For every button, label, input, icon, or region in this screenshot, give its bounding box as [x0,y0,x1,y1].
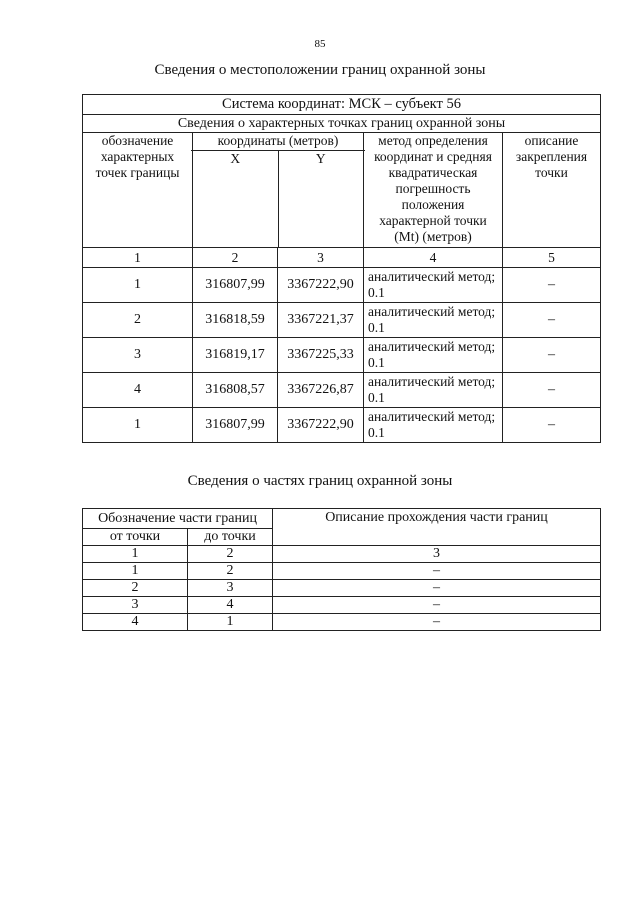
col-number: 3 [278,248,364,268]
table-row [83,597,601,614]
y-cell: 3367222,90 [278,268,364,303]
from-cell: 4 [83,614,188,631]
col-coords-header [193,133,364,248]
point-cell: 1 [83,268,193,303]
y-cell: 3367222,90 [278,408,364,443]
description-cell: – [503,303,601,338]
from-cell: 1 [83,563,188,580]
from-cell: 2 [83,580,188,597]
col-from-header: от точки [83,529,188,546]
table-row [83,580,601,597]
location-heading: Сведения о местоположении границ охранной зоны [154,62,486,78]
method-cell: аналитический метод; 0.1 [364,408,503,443]
method-cell: аналитический метод; 0.1 [364,373,503,408]
x-cell: 316818,59 [193,303,278,338]
method-cell: аналитический метод; 0.1 [364,303,503,338]
table-row [83,338,601,373]
col-number: 2 [188,546,273,563]
point-cell: 1 [83,408,193,443]
y-cell: 3367225,33 [278,338,364,373]
description-cell: – [503,408,601,443]
to-cell: 3 [188,580,273,597]
col-designation-header: обозначение характерных точек границы [83,133,193,248]
col-part-header: Обозначение части границ [83,509,273,529]
col-number: 1 [83,546,188,563]
table-row [83,373,601,408]
col-x-header: X [193,151,279,247]
page-number: 85 [314,38,326,50]
x-cell: 316819,17 [193,338,278,373]
col-to-header: до точки [188,529,273,546]
col-description-header: описание закрепления точки [503,133,601,248]
point-cell: 2 [83,303,193,338]
part-description-cell: – [273,580,601,597]
col-number: 1 [83,248,193,268]
method-cell: аналитический метод; 0.1 [364,268,503,303]
table-row [83,614,601,631]
col-number: 4 [364,248,503,268]
description-cell: – [503,338,601,373]
parts-heading: Сведения о частях границ охранной зоны [187,473,453,489]
points-title-banner: Сведения о характерных точках границ охранной зоны [83,115,601,133]
y-cell: 3367226,87 [278,373,364,408]
x-cell: 316807,99 [193,408,278,443]
y-cell: 3367221,37 [278,303,364,338]
table-row [83,408,601,443]
method-cell: аналитический метод; 0.1 [364,338,503,373]
to-cell: 4 [188,597,273,614]
part-description-cell: – [273,614,601,631]
point-cell: 3 [83,338,193,373]
table-row [83,303,601,338]
part-description-cell: – [273,597,601,614]
coords-label: координаты (метров) [191,133,365,151]
description-cell: – [503,373,601,408]
coordinate-system-banner: Система координат: МСК – субъект 56 [83,95,601,115]
table-row [83,268,601,303]
col-number: 3 [273,546,601,563]
col-parts-description-header: Описание прохождения части границ [273,509,601,546]
point-cell: 4 [83,373,193,408]
col-number: 5 [503,248,601,268]
boundary-points-table [82,94,601,443]
col-y-header: Y [315,151,326,166]
col-number: 2 [193,248,278,268]
table-row [83,563,601,580]
x-cell: 316807,99 [193,268,278,303]
part-description-cell: – [273,563,601,580]
to-cell: 2 [188,563,273,580]
from-cell: 3 [83,597,188,614]
description-cell: – [503,268,601,303]
col-method-header: метод определения координат и средняя квадратическая погрешность положения характерной точки (Mt) (метров) [364,133,503,248]
x-cell: 316808,57 [193,373,278,408]
boundary-parts-table [82,508,601,631]
to-cell: 1 [188,614,273,631]
